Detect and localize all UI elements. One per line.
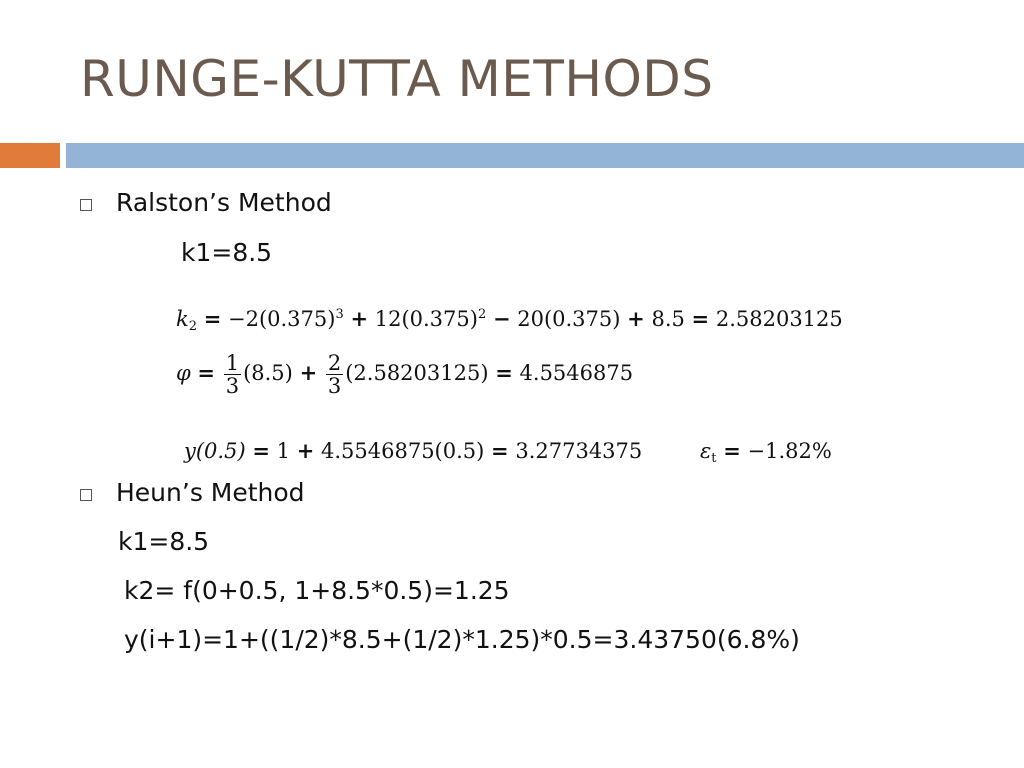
slide-title: RUNGE-KUTTA METHODS bbox=[80, 50, 714, 108]
bullet-square-icon bbox=[80, 489, 92, 501]
heun-heading: Heun’s Method bbox=[116, 478, 305, 507]
accent-bar-blue bbox=[66, 143, 1024, 168]
ralston-error-equation: $\varepsilon_t = -1.82\%$ bbox=[700, 438, 832, 466]
ralston-heading: Ralston’s Method bbox=[116, 188, 332, 217]
heun-y: y(i+1)=1+((1/2)*8.5+(1/2)*1.25)*0.5=3.43750(6.8%) bbox=[124, 625, 800, 654]
ralston-k2-equation: $k_2 = -2(0.375)^3 + 12(0.375)^2 - 20(0.375) + 8.5 = 2.58203125$ bbox=[176, 306, 843, 334]
accent-bar-orange bbox=[0, 143, 60, 168]
ralston-phi-equation: φ = $\frac{1}{3}$ (8.5) + $\frac{2}{3}$ (2.58203125) = 4.5546875 bbox=[176, 351, 634, 399]
ralston-k1: k1=8.5 bbox=[181, 238, 273, 267]
bullet-square-icon bbox=[80, 199, 92, 211]
heun-k2: k2= f(0+0.5, 1+8.5*0.5)=1.25 bbox=[124, 576, 510, 605]
heun-k1: k1=8.5 bbox=[118, 527, 210, 556]
ralston-y-equation: y(0.5) = 1 + 4.5546875(0.5) = 3.27734375 bbox=[184, 438, 643, 463]
